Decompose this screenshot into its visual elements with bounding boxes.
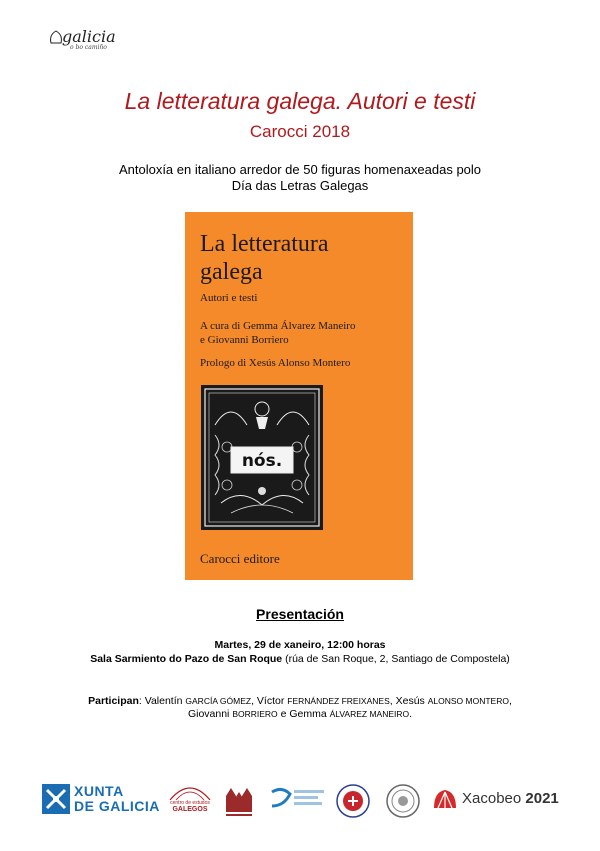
- sponsor-logos: [0, 770, 600, 830]
- participant-2-first: Víctor: [256, 695, 285, 707]
- participants-label: Participan: [88, 695, 139, 707]
- seal-icon: [336, 784, 370, 818]
- xacobeo-shell-icon: [432, 788, 458, 812]
- xunta-line-2: DE GALICIA: [74, 798, 160, 814]
- xunta-logo: [42, 783, 160, 819]
- description-line-1: Antoloxía en italiano arredor de 50 figuras homenaxeadas polo: [118, 162, 482, 177]
- participant-3-last: ALONSO MONTERO: [427, 696, 509, 706]
- xunta-line-1: XUNTA: [74, 783, 124, 799]
- cover-publisher: Carocci editore: [200, 551, 280, 566]
- cegal-line-1: centro de estudos: [170, 800, 210, 806]
- cegal-line-2: GALEGOS: [172, 806, 208, 813]
- presentation-venue: Sala Sarmiento do Pazo de San Roque: [90, 653, 283, 665]
- cover-emblem-text: nós.: [241, 451, 283, 471]
- presentation-venue-line: [0, 653, 600, 665]
- participant-2-last: FERNÁNDEZ FREIXANES: [287, 696, 390, 706]
- galicia-brand: galicia: [62, 27, 116, 46]
- cegal-logo: [164, 780, 216, 822]
- presentation-datetime: Martes, 29 de xaneiro, 12:00 horas: [214, 639, 386, 651]
- seal-logo-1: [336, 784, 370, 823]
- cover-title-line-1: La letteratura: [200, 231, 329, 257]
- nos-emblem-illustration: [201, 385, 323, 530]
- xacobeo-year: 2021: [525, 790, 559, 807]
- participant-5-last: ÁLVAREZ MANEIRO: [329, 709, 410, 719]
- participant-3-first: Xesús: [395, 695, 425, 707]
- cover-editors-line-2: e Giovanni Borriero: [200, 334, 289, 346]
- page-subtitle: Carocci 2018: [249, 122, 351, 141]
- galicia-tagline: o bo camiño: [70, 44, 107, 51]
- description-line-2: Día das Letras Galegas: [231, 178, 369, 193]
- galicia-logo: [48, 27, 128, 53]
- xacobeo-logo: [432, 788, 559, 817]
- participant-4-last: BORRIERO: [232, 709, 278, 719]
- university-logo: [222, 782, 256, 823]
- participants: Participan: Valentín GARCÍA GÓMEZ, Víctor FERNÁNDEZ FREIXANES, Xesús ALONSO MONTERO, Giovanni BORRIERO e Gemma ÁLVAREZ MANEIRO.: [88, 695, 512, 720]
- xunta-shield-icon: [42, 784, 70, 814]
- presentation-heading: Presentación: [256, 606, 344, 622]
- xacobeo-word: Xacobeo: [462, 790, 522, 807]
- participant-5-first: Gemma: [289, 708, 327, 720]
- seal-icon: [386, 784, 420, 818]
- participant-4-first: Giovanni: [187, 708, 230, 720]
- presentation-address: (rúa de San Roque, 2, Santiago de Compostela): [285, 653, 510, 665]
- seal-logo-2: [386, 784, 420, 823]
- centro-logo: [266, 784, 328, 821]
- cover-title-line-2: galega: [200, 259, 263, 285]
- wave-icon: [266, 784, 328, 816]
- cover-editors-line-1: A cura di Gemma Álvarez Maneiro: [200, 320, 356, 332]
- cover-subtitle: Autori e testi: [200, 292, 258, 304]
- description: [0, 162, 600, 194]
- participant-1-first: Valentín: [144, 695, 183, 707]
- cover-prologue: Prologo di Xesús Alonso Montero: [200, 357, 351, 369]
- page-title: La letteratura galega. Autori e testi: [124, 88, 476, 114]
- cegal-arch-icon: [164, 780, 216, 800]
- book-cover: [185, 212, 413, 580]
- participant-1-last: GARCÍA GÓMEZ: [185, 696, 252, 706]
- cathedral-icon: [222, 782, 256, 818]
